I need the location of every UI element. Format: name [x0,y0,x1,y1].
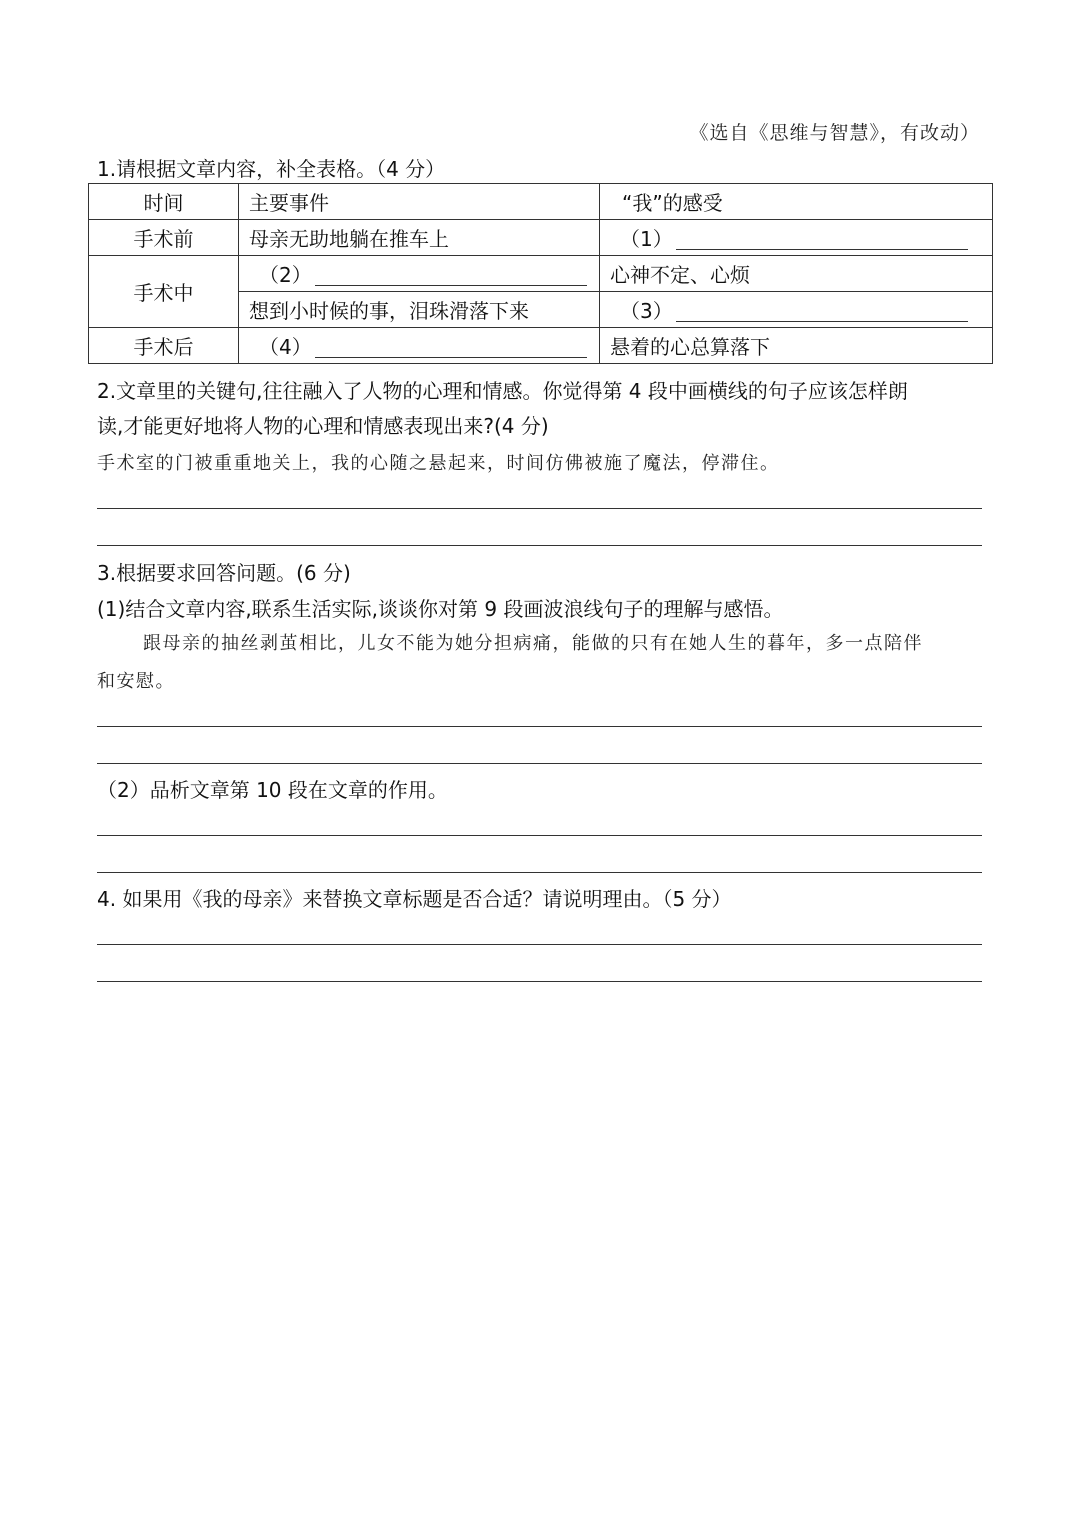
answer-line[interactable] [97,508,982,509]
time-before: 手术前 [89,220,239,256]
event-during-2: 想到小时候的事，泪珠滑落下来 [239,292,600,328]
blank-label-3: （3） [620,299,673,323]
answer-line[interactable] [97,763,982,764]
question-2-quote: 手术室的门被重重地关上，我的心随之悬起来，时间仿佛被施了魔法，停滞住。 [97,453,780,474]
event-2-cell [239,256,600,292]
question-3-sub1: (1)结合文章内容,联系生活实际,谈谈你对第 9 段画波浪线句子的理解与感悟。 [97,597,784,621]
event-before: 母亲无助地躺在推车上 [239,220,600,256]
question-1-title: 1.请根据文章内容，补全表格。（4 分） [97,157,446,181]
answer-blank-3[interactable] [676,299,968,322]
feeling-1-cell [600,220,993,256]
question-3-sub2: （2）品析文章第 10 段在文章的作用。 [97,778,448,802]
answer-line[interactable] [97,835,982,836]
header-event: 主要事件 [239,184,600,220]
time-after: 手术后 [89,328,239,364]
header-time: 时间 [89,184,239,220]
answer-line[interactable] [97,872,982,873]
answer-line[interactable] [97,981,982,982]
header-feeling: “我”的感受 [600,184,993,220]
answer-line[interactable] [97,545,982,546]
answer-line[interactable] [97,726,982,727]
question-3-quote-line1: 跟母亲的抽丝剥茧相比，儿女不能为她分担病痛，能做的只有在她人生的暮年，多一点陪伴 [143,633,923,654]
time-during: 手术中 [89,256,239,328]
answer-blank-4[interactable] [315,335,587,358]
answer-line[interactable] [97,944,982,945]
question-3-quote-line2: 和安慰。 [97,671,175,692]
source-note: 《选自《思维与智慧》，有改动） [689,122,980,144]
answer-blank-2[interactable] [315,263,587,286]
table-row [89,328,993,364]
question-2-title-line2: 读,才能更好地将人物的心理和情感表现出来?(4 分) [97,414,549,438]
question-2-title-line1: 2.文章里的关键句,往往融入了人物的心理和情感。你觉得第 4 段中画横线的句子应该怎样朗 [97,379,908,403]
table-header-row [89,184,993,220]
feeling-after: 悬着的心总算落下 [600,328,993,364]
blank-label-2: （2） [259,263,312,287]
feeling-during-1: 心神不定、心烦 [600,256,993,292]
blank-label-4: （4） [259,335,312,359]
event-4-cell [239,328,600,364]
question-3-title: 3.根据要求回答问题。(6 分) [97,561,351,585]
table-row [89,256,993,292]
table-row [89,220,993,256]
answer-blank-1[interactable] [676,227,968,250]
question-4-title: 4. 如果用《我的母亲》来替换文章标题是否合适？请说明理由。（5 分） [97,887,732,911]
blank-label-1: （1） [620,227,673,251]
answer-table [88,183,993,364]
feeling-3-cell [600,292,993,328]
